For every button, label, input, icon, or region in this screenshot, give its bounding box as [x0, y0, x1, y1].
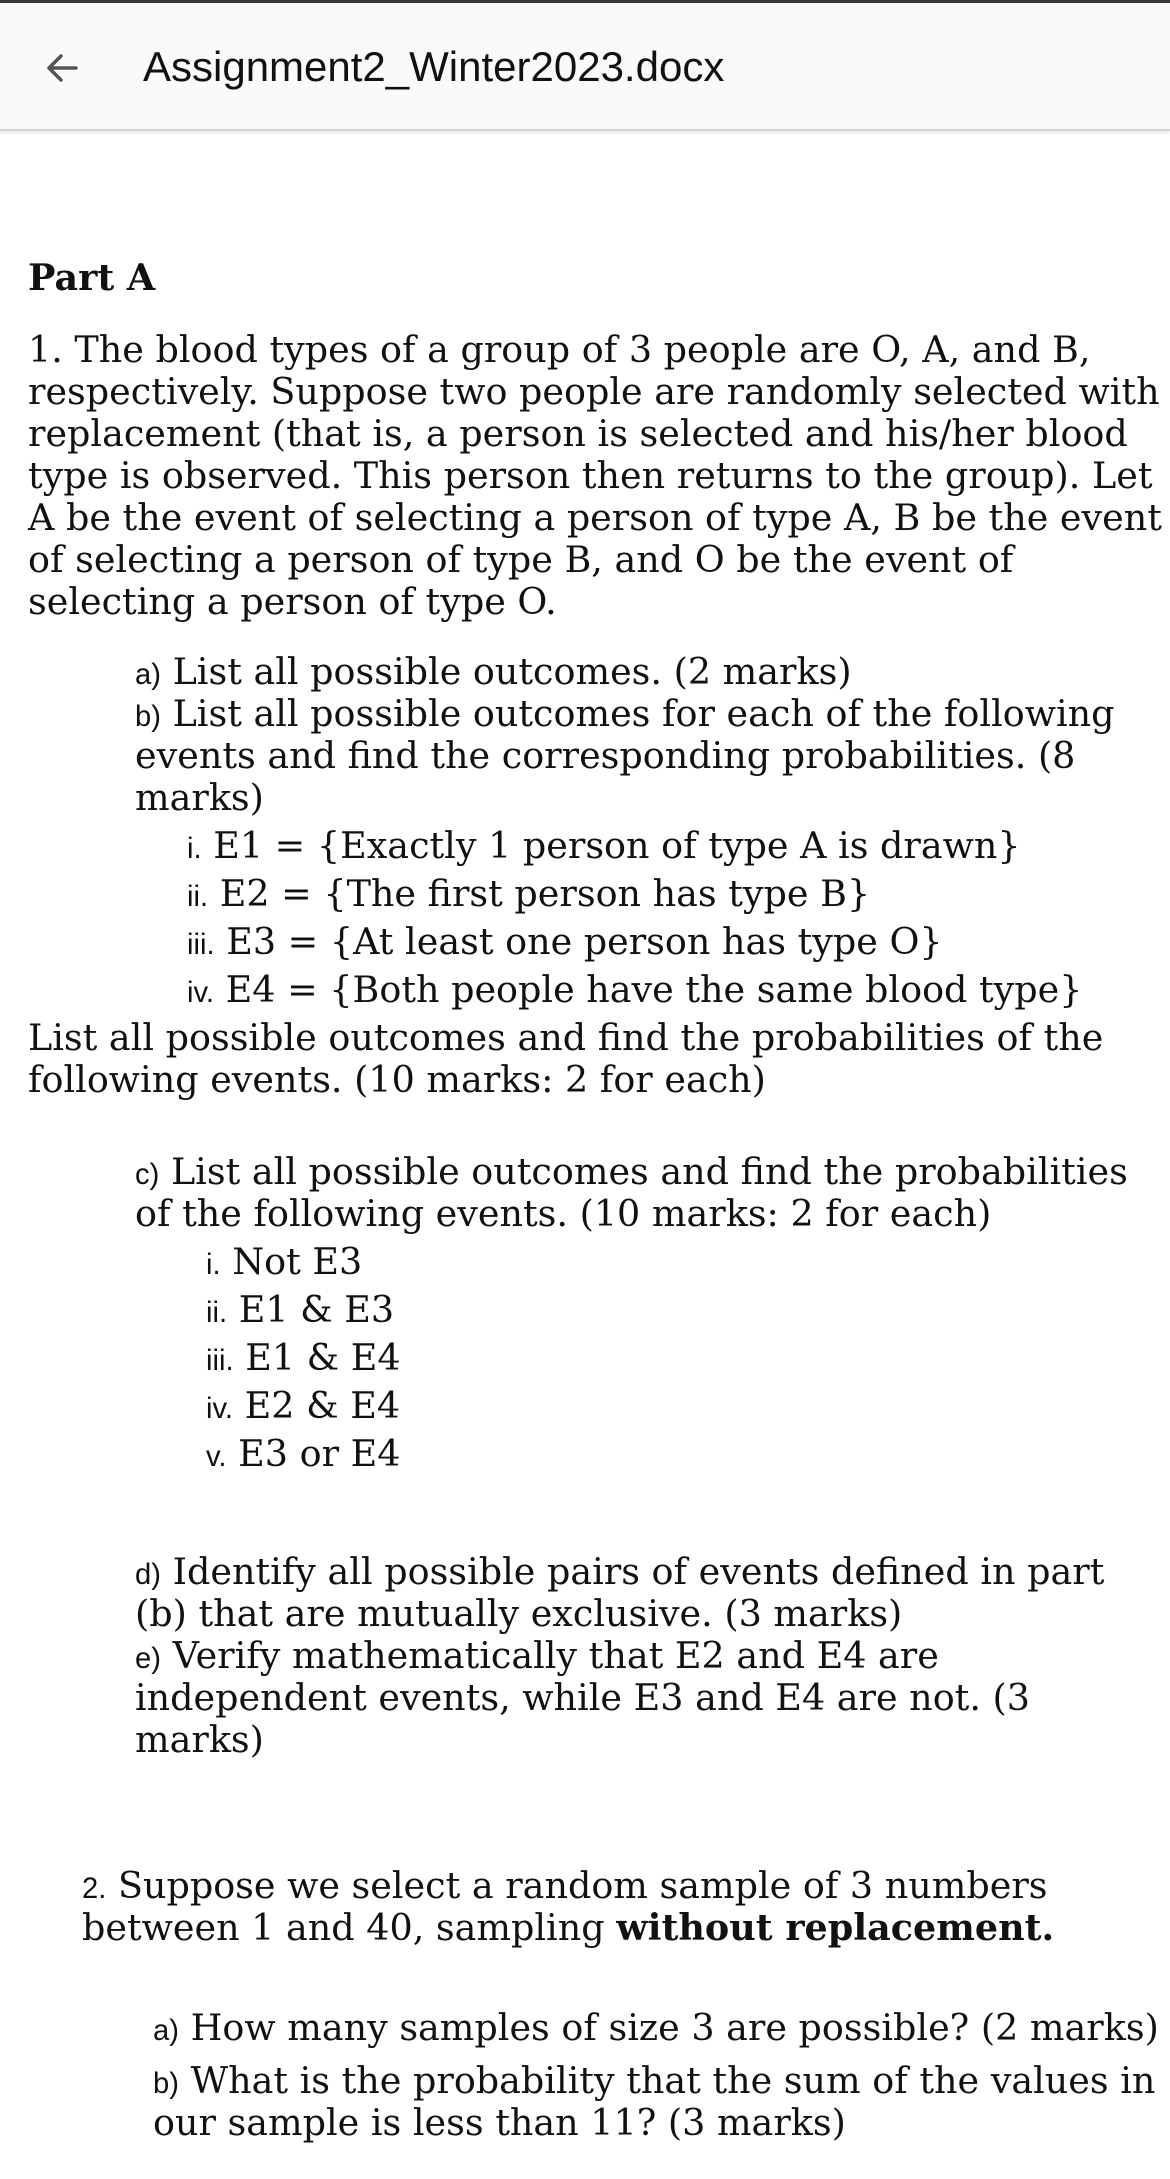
- list-marker: d): [135, 1559, 161, 1591]
- event-expression: Not E3: [232, 1240, 363, 1283]
- list-marker: a): [153, 2015, 179, 2047]
- q1a-text: List all possible outcomes. (2 marks): [172, 650, 852, 693]
- list-marker: b): [153, 2068, 179, 2100]
- q1c-subitem: [206, 1241, 362, 1286]
- q2-text: between 1 and 40, sampling: [82, 1906, 617, 1949]
- q1b-subitem: [187, 921, 943, 966]
- q1b-item: [135, 693, 1115, 738]
- q1-text-line: selecting a person of type O.: [28, 580, 557, 623]
- list-marker: iii.: [206, 1345, 234, 1377]
- q1b-subitem: [187, 825, 1021, 870]
- q1d-text-line: (b) that are mutually exclusive. (3 marks): [135, 1592, 903, 1635]
- q2b-text-line: our sample is less than 11? (3 marks): [153, 2101, 846, 2144]
- list-marker: iv.: [206, 1393, 234, 1425]
- q1d-item: [135, 1551, 1104, 1596]
- event-expression: E2 & E4: [244, 1384, 401, 1427]
- app-bar: [0, 3, 1170, 131]
- list-marker: i.: [187, 833, 202, 865]
- q1-text-line: type is observed. This person then returns to the group). Let: [28, 454, 1153, 497]
- q1e-text-line: Verify mathematically that E2 and E4 are: [172, 1634, 939, 1677]
- q2b-item: [153, 2060, 1155, 2105]
- q1-text-line: replacement (that is, a person is selected and his/her blood: [28, 412, 1128, 455]
- q1a-item: [135, 651, 852, 696]
- event-definition: E4 = {Both people have the same blood type}: [225, 968, 1083, 1011]
- event-definition: E1 = {Exactly 1 person of type A is drawn}: [213, 824, 1021, 867]
- event-definition: E2 = {The first person has type B}: [219, 872, 871, 915]
- q1b-text-line: events and find the corresponding probabilities. (8: [135, 734, 1076, 777]
- q1-text-line: respectively. Suppose two people are randomly selected with: [28, 370, 1160, 413]
- q1-text-line: A be the event of selecting a person of type A, B be the event: [28, 496, 1162, 539]
- document-title: Assignment2_Winter2023.docx: [143, 43, 725, 90]
- arrow-left-icon: [38, 43, 88, 93]
- event-definition: E3 = {At least one person has type O}: [226, 920, 943, 963]
- q1c-text-line: List all possible outcomes and find the probabilities: [170, 1150, 1128, 1193]
- q1-text-line: of selecting a person of type B, and O be the event of: [28, 538, 1014, 581]
- q1b-subitem: [187, 873, 870, 918]
- list-marker: ii.: [187, 881, 209, 913]
- q2a-text: How many samples of size 3 are possible? (2 marks): [190, 2006, 1159, 2049]
- event-expression: E1 & E3: [238, 1288, 395, 1331]
- q1b-text-line: marks): [135, 776, 264, 819]
- q2-text-line: [82, 1865, 1048, 1910]
- list-marker: i.: [206, 1249, 221, 1281]
- list-marker: v.: [206, 1441, 227, 1473]
- q2-text-line: [82, 1907, 1054, 1949]
- list-marker: iv.: [187, 977, 215, 1009]
- q1-note-line: following events. (10 marks: 2 for each): [28, 1058, 766, 1101]
- q1-note-line: List all possible outcomes and find the probabilities of the: [28, 1016, 1104, 1059]
- q1c-subitem: [206, 1337, 401, 1382]
- q1b-subitem: [187, 969, 1082, 1014]
- q1e-text-line: independent events, while E3 and E4 are not. (3: [135, 1676, 1030, 1719]
- list-marker: iii.: [187, 929, 215, 961]
- list-marker: 2.: [82, 1873, 107, 1905]
- q2b-text-line: What is the probability that the sum of the values in: [190, 2059, 1156, 2102]
- list-marker: ii.: [206, 1297, 228, 1329]
- q1b-text-line: List all possible outcomes for each of the following: [172, 692, 1115, 735]
- list-marker: b): [135, 701, 161, 733]
- q1c-item: [135, 1151, 1128, 1196]
- q1c-subitem: [206, 1289, 394, 1334]
- event-expression: E3 or E4: [238, 1432, 401, 1475]
- q1d-text-line: Identify all possible pairs of events defined in part: [172, 1550, 1105, 1593]
- q2-text: Suppose we select a random sample of 3 numbers: [117, 1864, 1048, 1907]
- list-marker: a): [135, 659, 161, 691]
- q1c-text-line: of the following events. (10 marks: 2 for each): [135, 1192, 992, 1235]
- event-expression: E1 & E4: [245, 1336, 401, 1379]
- q1-text-line: 1. The blood types of a group of 3 people are O, A, and B,: [28, 328, 1091, 371]
- q1e-text-line: marks): [135, 1718, 264, 1761]
- part-heading: Part A: [28, 256, 156, 299]
- q1e-item: [135, 1635, 939, 1680]
- list-marker: c): [135, 1159, 160, 1191]
- back-button[interactable]: [38, 43, 88, 93]
- q1c-subitem: [206, 1433, 401, 1478]
- q2-emphasis: without replacement.: [616, 1906, 1055, 1949]
- list-marker: e): [135, 1643, 161, 1675]
- q2a-item: [153, 2007, 1159, 2052]
- q1c-subitem: [206, 1385, 400, 1430]
